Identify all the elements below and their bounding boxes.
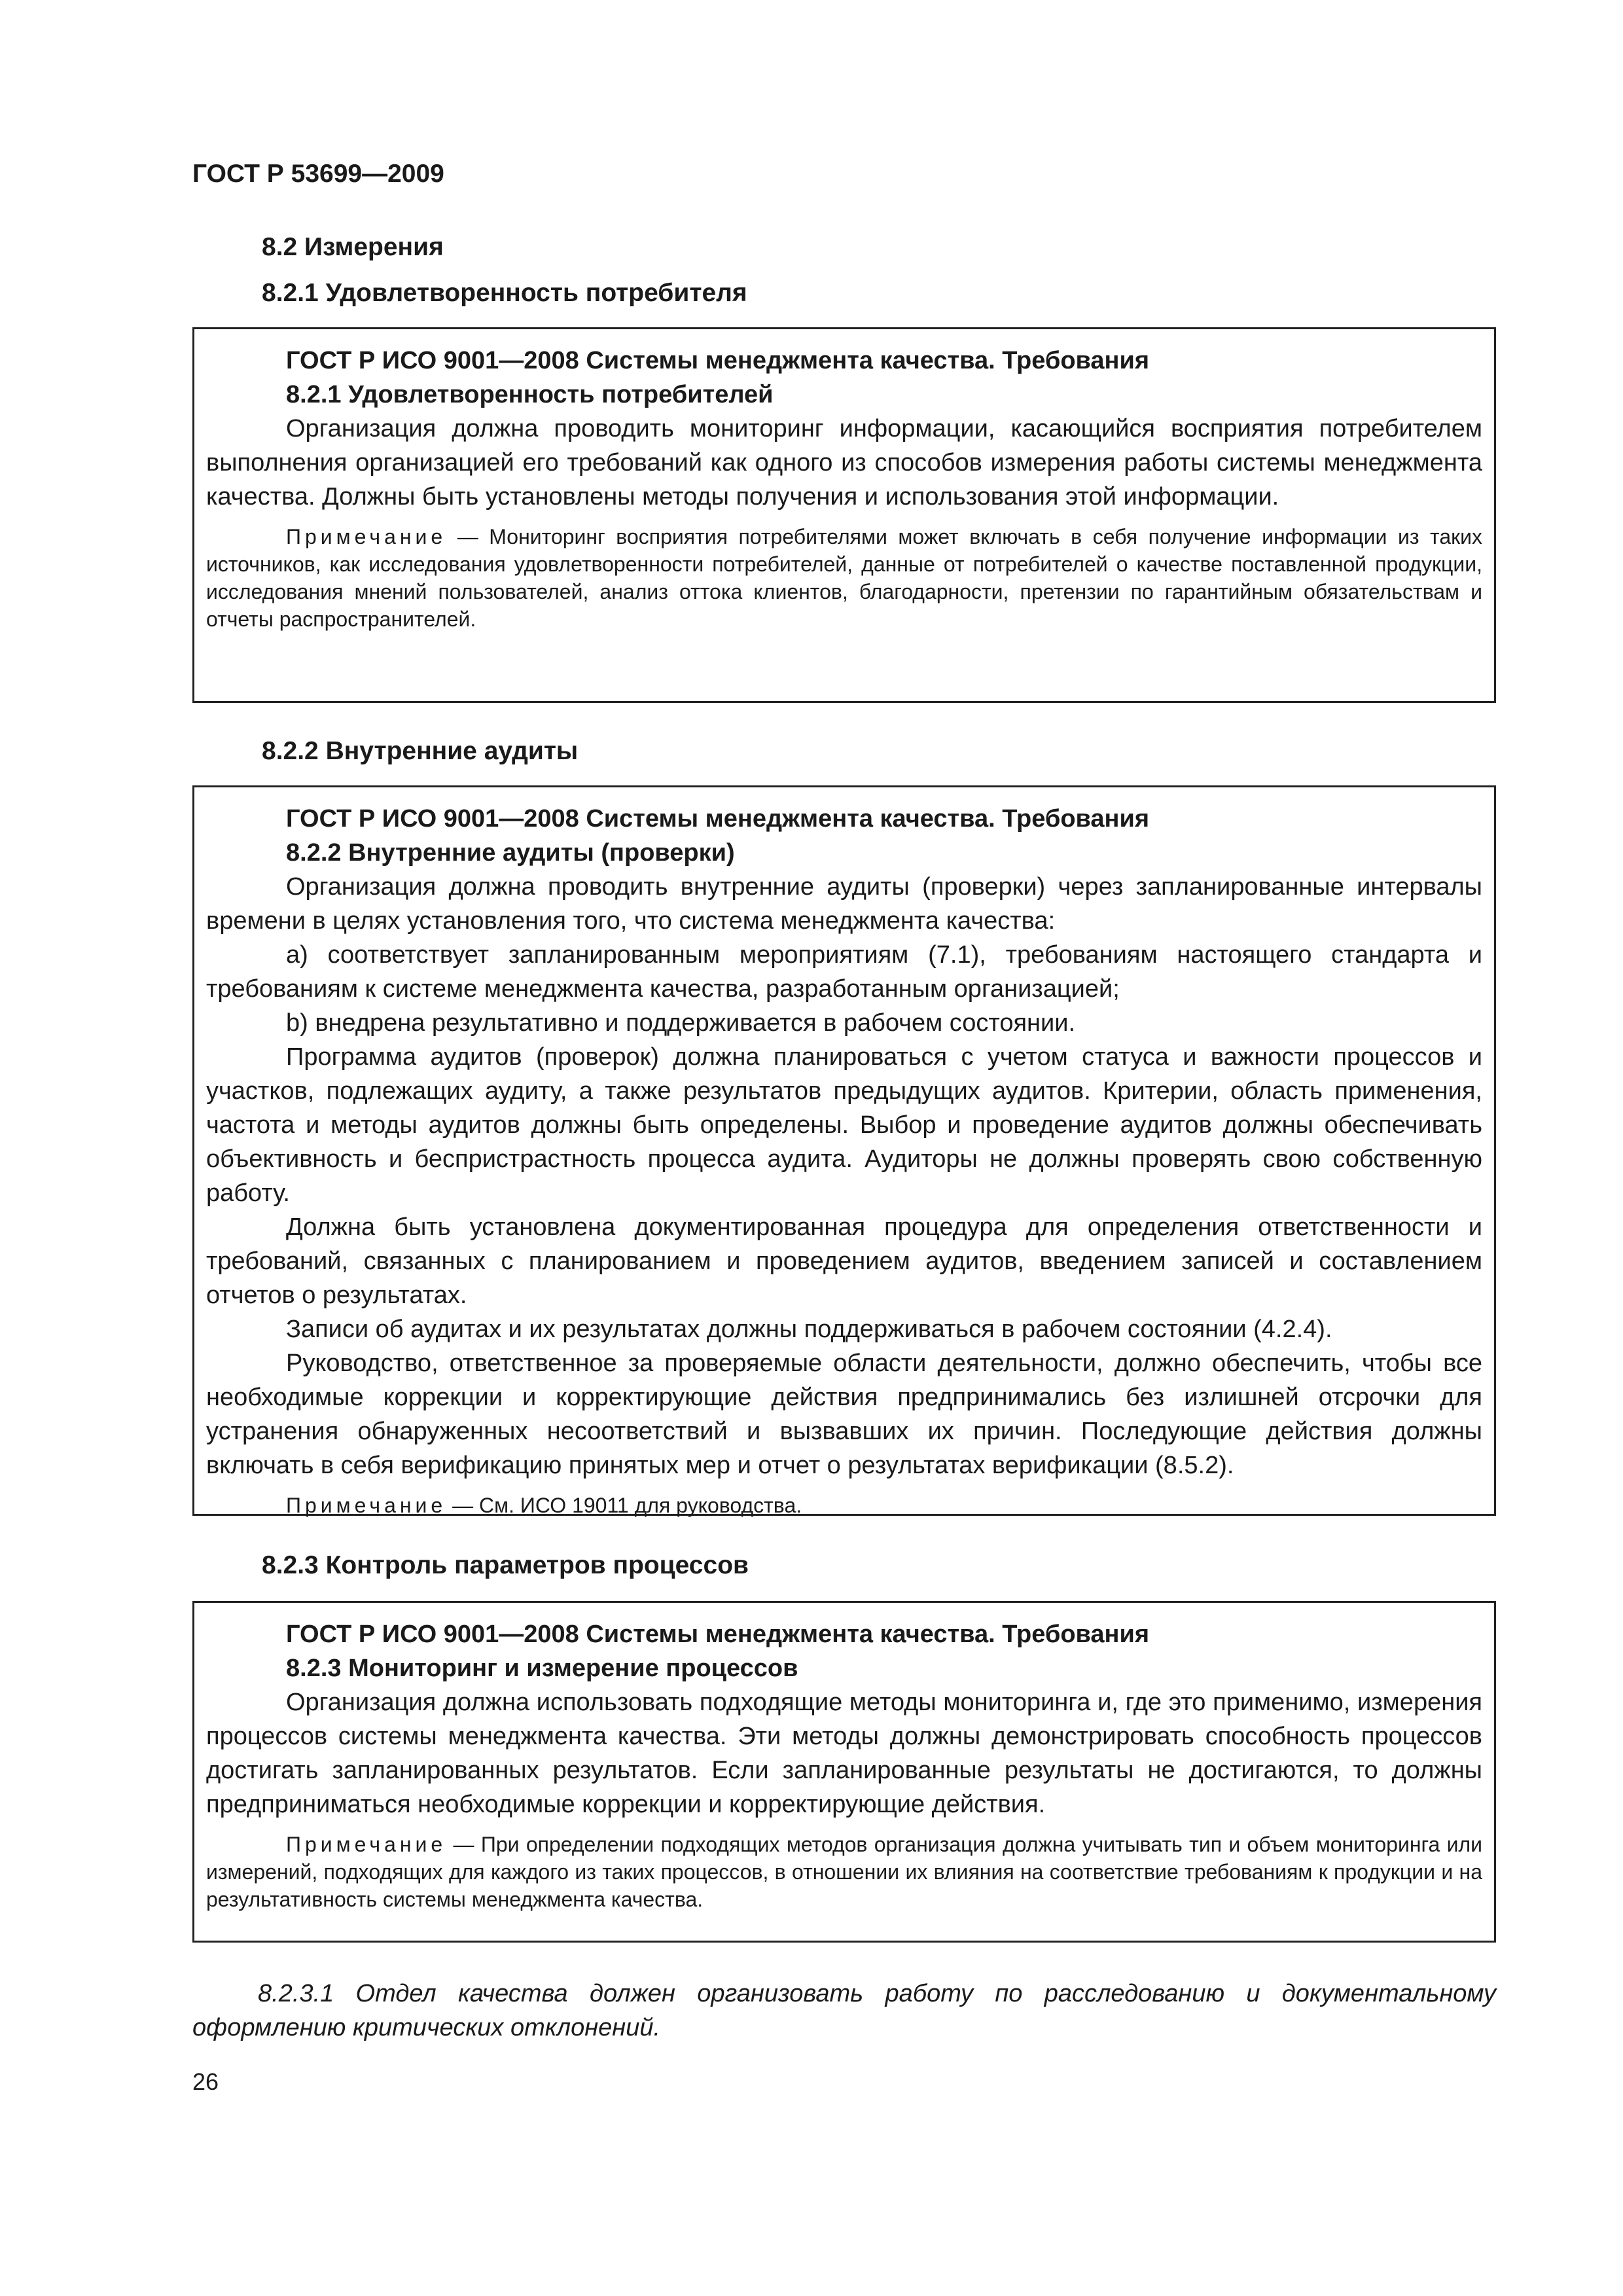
note-label: Примечание (286, 1833, 447, 1856)
box-paragraph: Организация должна использовать подходящие методы мониторинга и, где это применимо, измерения процессов системы менеджмента качества. Эти методы должны демонстрировать способность процессов достигать запланированных результатов. Если запланированные результаты не достигаются, то должны предприниматься необходимые коррекции и корректирующие действия. (206, 1689, 1482, 1818)
box-subtitle: 8.2.2 Внутренние аудиты (проверки) (286, 839, 735, 867)
note-text: — При определении подходящих методов организация должна учитывать тип и объем мониторинга или измерений, подходящих для каждого из таких процессов, в отношении их влияния на соответствие требованиям к продукции и на результативность системы менеджмента качества. (206, 1833, 1482, 1911)
list-item-b: b) внедрена результативно и поддерживается в рабочем состоянии. (286, 1009, 1076, 1037)
list-item-a: a) соответствует запланированным мероприятиям (7.1), требованиям настоящего стандарта и требованиям к системе менеджмента качества, разработанным организацией; (206, 941, 1482, 1003)
note-text: — См. ИСО 19011 для руководства. (446, 1494, 802, 1517)
box-paragraph: Организация должна проводить внутренние аудиты (проверки) через запланированные интервалы времени в целях установления того, что система менеджмента качества: (206, 873, 1482, 935)
quote-box-821 (192, 327, 1496, 703)
box-paragraph: Руководство, ответственное за проверяемые области деятельности, должно обеспечить, чтобы все необходимые коррекции и корректирующие действия предпринимались без излишней отсрочки для устранения обнаруженных несоответствий и вызвавших их причин. Последующие действия должны включать в себя верификацию принятых мер и отчет о результатах верификации (8.5.2). (206, 1350, 1482, 1479)
box-title: ГОСТ Р ИСО 9001—2008 Системы менеджмента качества. Требования (286, 347, 1150, 374)
note (206, 1492, 1482, 1519)
box-paragraph: Программа аудитов (проверок) должна планироваться с учетом статуса и важности процессов и участков, подлежащих аудиту, а также результатов предыдущих аудитов. Критерии, область применения, частота и методы аудитов должны быть определены. Выбор и проведение аудитов должны обеспечивать объективность и беспристрастность процесса аудита. Аудиторы не должны проверять свою собственную работу. (206, 1043, 1482, 1207)
note-text: — Мониторинг восприятия потребителями может включать в себя получение информации из таких источников, как исследования удовлетворенности потребителей, данные от потребителей о качестве поставленной продукции, исследования мнений пользователей, анализ оттока клиентов, благодарности, претензии по гарантийным обязательствам и отчеты распространителей. (206, 525, 1482, 631)
note (206, 1831, 1482, 1913)
note (206, 523, 1482, 633)
subsection-heading-822: 8.2.2 Внутренние аудиты (262, 737, 579, 765)
box-subtitle: 8.2.1 Удовлетворенность потребителей (286, 381, 774, 408)
quote-box-823 (192, 1601, 1496, 1943)
subsection-heading-823: 8.2.3 Контроль параметров процессов (262, 1551, 749, 1579)
document-code: ГОСТ Р 53699—2009 (192, 160, 444, 188)
clause-8231: 8.2.3.1 Отдел качества должен организовать работу по расследованию и документальному оформлению критических отклонений. (192, 1980, 1496, 2041)
box-title: ГОСТ Р ИСО 9001—2008 Системы менеджмента качества. Требования (286, 805, 1150, 833)
note-label: Примечание (286, 525, 447, 548)
box-paragraph: Должна быть установлена документированная процедура для определения ответственности и требований, связанных с планированием и проведением аудитов, введением записей и составлением отчетов о результатах. (206, 1213, 1482, 1309)
box-paragraph: Организация должна проводить мониторинг информации, касающийся восприятия потребителем выполнения организацией его требований как одного из способов измерения работы системы менеджмента качества. Должны быть установлены методы получения и использования этой информации. (206, 415, 1482, 511)
section-heading: 8.2 Измерения (262, 233, 444, 261)
subsection-heading-821: 8.2.1 Удовлетворенность потребителя (262, 279, 747, 307)
box-subtitle: 8.2.3 Мониторинг и измерение процессов (286, 1655, 798, 1682)
box-paragraph: Записи об аудитах и их результатах должны поддерживаться в рабочем состоянии (4.2.4). (286, 1316, 1332, 1343)
note-label: Примечание (286, 1494, 447, 1517)
page-number: 26 (192, 2068, 219, 2095)
box-title: ГОСТ Р ИСО 9001—2008 Системы менеджмента качества. Требования (286, 1621, 1150, 1648)
quote-box-822 (192, 785, 1496, 1516)
